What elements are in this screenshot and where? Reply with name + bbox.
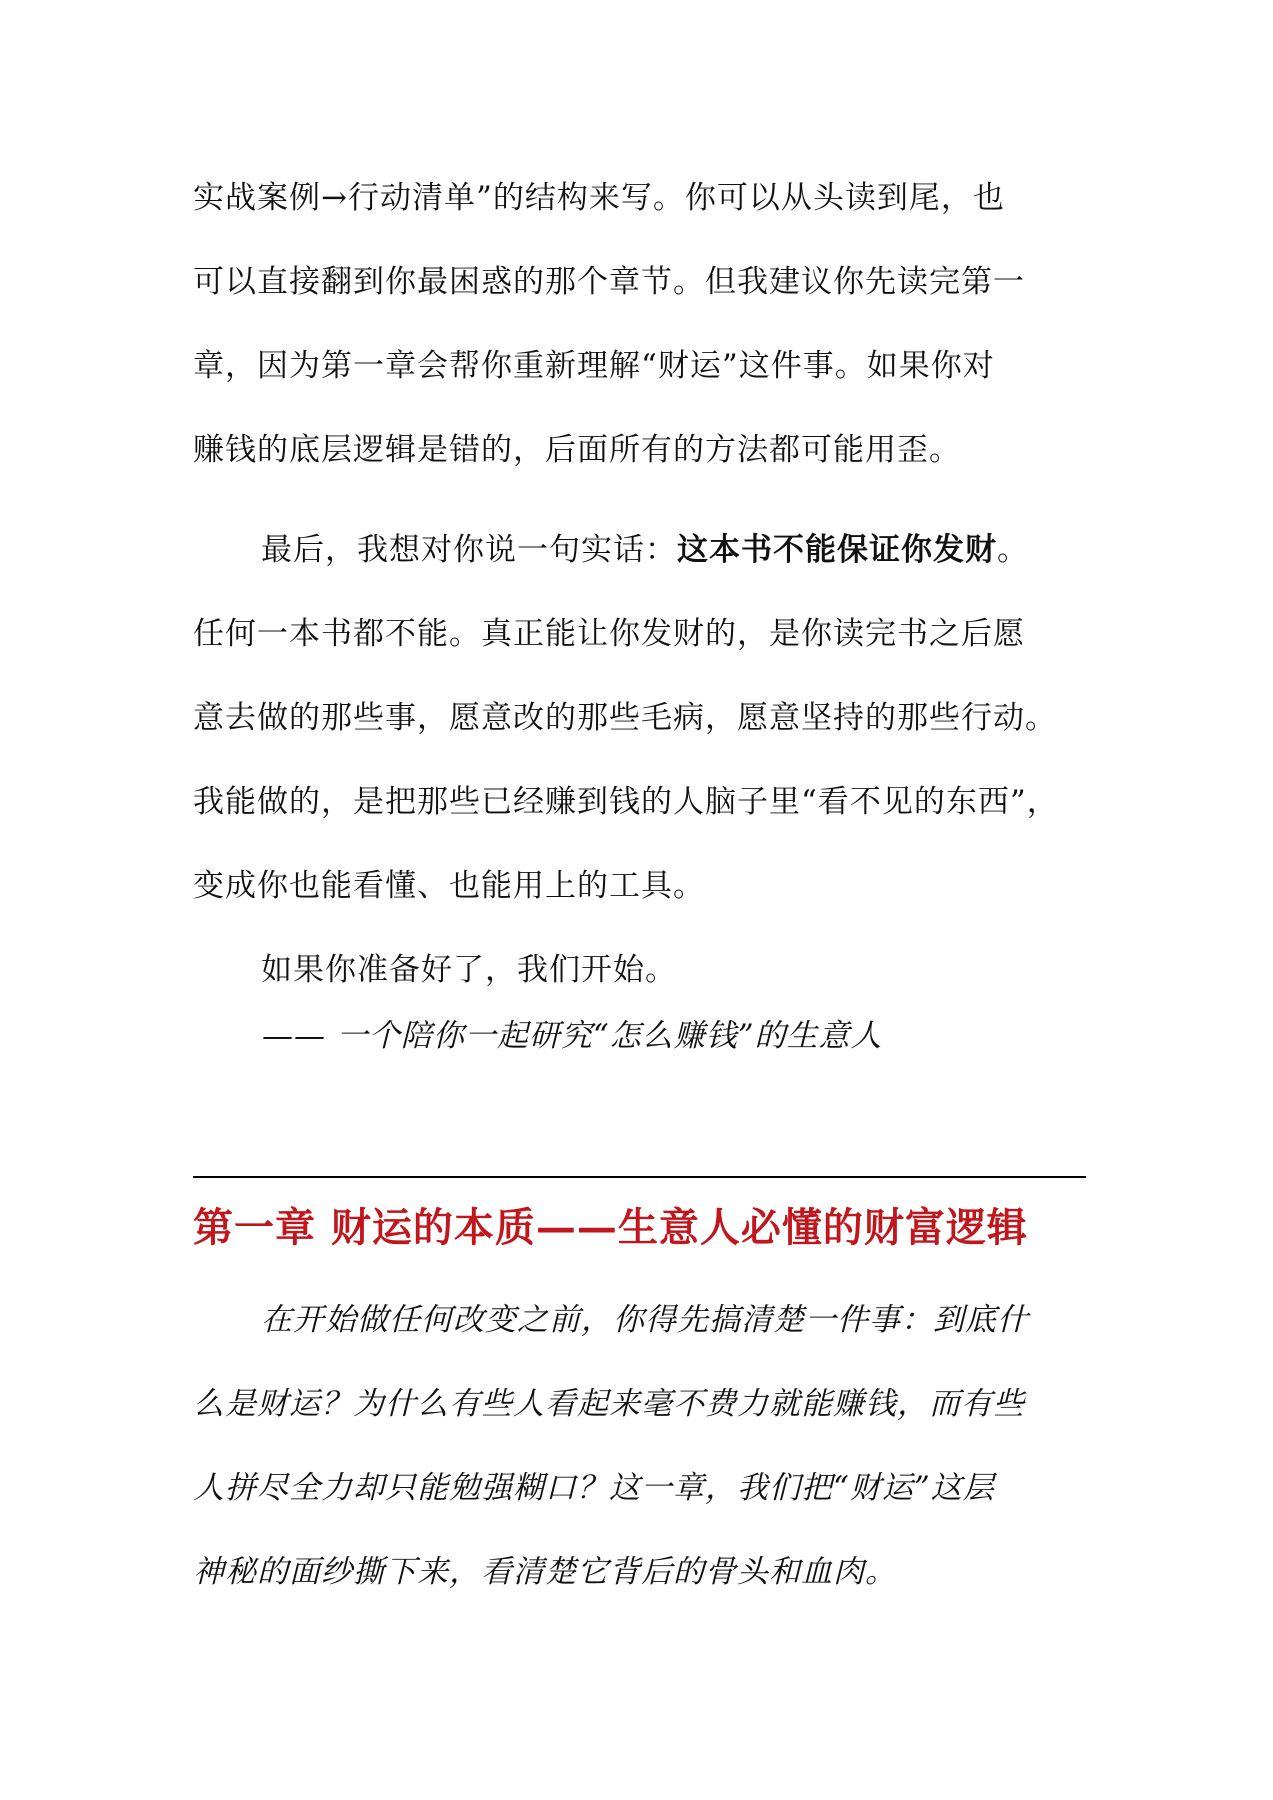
emphasis-text: 这本书不能保证你发财 — [677, 532, 997, 568]
chapter-intro-line: 人拼尽全力却只能勉强糊口？这一章，我们把“财运”这层 — [193, 1470, 995, 1506]
chapter-intro-line: 么是财运？为什么有些人看起来毫不费力就能赚钱，而有些 — [193, 1386, 1025, 1422]
paragraph-line: 可以直接翻到你最困惑的那个章节。但我建议你先读完第一 — [193, 264, 1025, 300]
chapter-intro-line: 神秘的面纱撕下来，看清楚它背后的骨头和血肉。 — [193, 1554, 897, 1590]
paragraph-structure-note — [193, 156, 1093, 492]
chapter-title: 第一章 财运的本质——生意人必懂的财富逻辑 — [193, 1204, 1028, 1251]
section-divider — [193, 1176, 1086, 1178]
paragraph-honest-words — [193, 508, 1093, 928]
paragraph-lead-text: 最后，我想对你说一句实话： — [261, 532, 677, 568]
paragraph-first-line — [193, 508, 1093, 592]
paragraph-line: 我能做的，是把那些已经赚到钱的人脑子里“看不见的东西”， — [193, 784, 1059, 820]
chapter-intro-line: 在开始做任何改变之前，你得先搞清楚一件事：到底什 — [261, 1302, 1029, 1338]
author-signature: —— 一个陪你一起研究“怎么赚钱”的生意人 — [262, 1018, 883, 1054]
paragraph-ready — [193, 928, 1093, 1012]
paragraph-line: 意去做的那些事，愿意改的那些毛病，愿意坚持的那些行动。 — [193, 700, 1057, 736]
paragraph-line: 章，因为第一章会帮你重新理解“财运”这件事。如果你对 — [193, 348, 995, 384]
chapter-intro — [193, 1278, 1093, 1614]
paragraph-line: 赚钱的底层逻辑是错的，后面所有的方法都可能用歪。 — [193, 432, 961, 468]
paragraph-line: 变成你也能看懂、也能用上的工具。 — [193, 868, 705, 904]
paragraph-line: 任何一本书都不能。真正能让你发财的，是你读完书之后愿 — [193, 616, 1025, 652]
paragraph-line: 如果你准备好了，我们开始。 — [261, 952, 677, 988]
paragraph-line: 实战案例→行动清单”的结构来写。你可以从头读到尾，也 — [193, 180, 1005, 216]
paragraph-tail-text: 。 — [997, 532, 1029, 568]
